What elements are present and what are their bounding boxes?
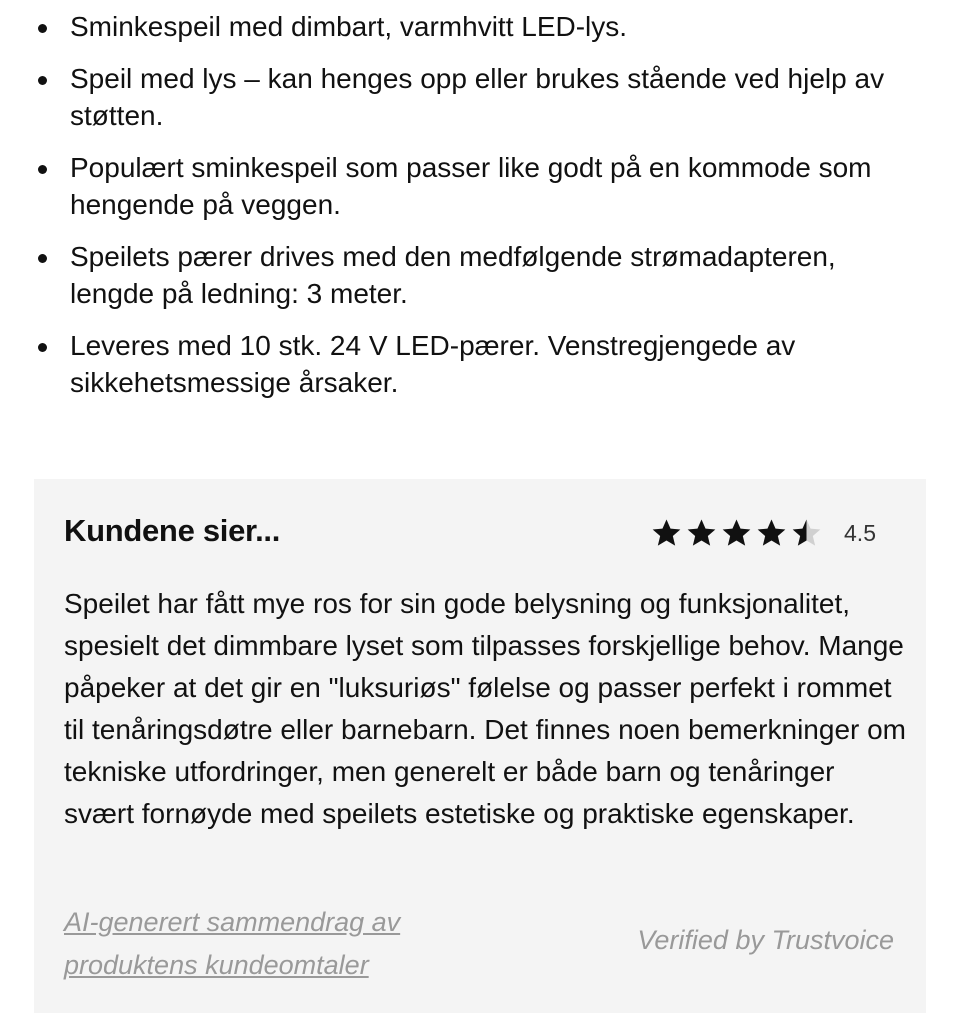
bullet-icon bbox=[38, 165, 47, 174]
feature-item bbox=[0, 60, 960, 134]
bullet-icon bbox=[38, 343, 47, 352]
feature-text: Leveres med 10 stk. 24 V LED-pærer. Venstregjengede av sikkehetsmessige årsaker. bbox=[70, 330, 796, 398]
star-icon bbox=[651, 518, 682, 549]
ai-summary-link[interactable]: AI-generert sammendrag av produktens kundeomtaler bbox=[64, 907, 401, 980]
star-rating bbox=[651, 518, 826, 549]
rating-value: 4.5 bbox=[844, 519, 876, 546]
bullet-icon bbox=[38, 24, 47, 33]
star-icon bbox=[756, 518, 787, 549]
star-icon bbox=[721, 518, 752, 549]
reviews-title: Kundene sier... bbox=[64, 513, 281, 548]
feature-text: Populært sminkespeil som passer like godt på en kommode som hengende på veggen. bbox=[70, 152, 872, 220]
feature-text: Sminkespeil med dimbart, varmhvitt LED-lys. bbox=[70, 11, 628, 42]
customer-reviews-panel bbox=[34, 479, 926, 1013]
bullet-icon bbox=[38, 76, 47, 85]
feature-item bbox=[0, 327, 960, 401]
bullet-icon bbox=[38, 254, 47, 263]
verified-badge: Verified by Trustvoice bbox=[637, 925, 894, 955]
feature-text: Speil med lys – kan henges opp eller brukes stående ved hjelp av støtten. bbox=[70, 63, 885, 131]
star-icon bbox=[686, 518, 717, 549]
rating-summary bbox=[651, 513, 876, 553]
feature-item bbox=[0, 149, 960, 223]
feature-item bbox=[0, 238, 960, 312]
star-icon bbox=[791, 518, 822, 549]
feature-list bbox=[0, 8, 960, 416]
review-summary: Speilet har fått mye ros for sin gode belysning og funksjonalitet, spesielt det dimmbare lyset som tilpasses forskjellige behov. Mange påpeker at det gir en "luksuriøs" følelse og passer perfekt i rommet til tenåringsdøtre eller barnebarn. Det finnes noen bemerkninger om tekniske utfordringer, men generelt er både barn og tenåringer svært fornøyde med speilets estetiske og praktiske egenskaper. bbox=[64, 588, 907, 829]
feature-text: Speilets pærer drives med den medfølgende strømadapteren, lengde på ledning: 3 meter. bbox=[70, 241, 836, 309]
feature-item bbox=[0, 8, 960, 45]
